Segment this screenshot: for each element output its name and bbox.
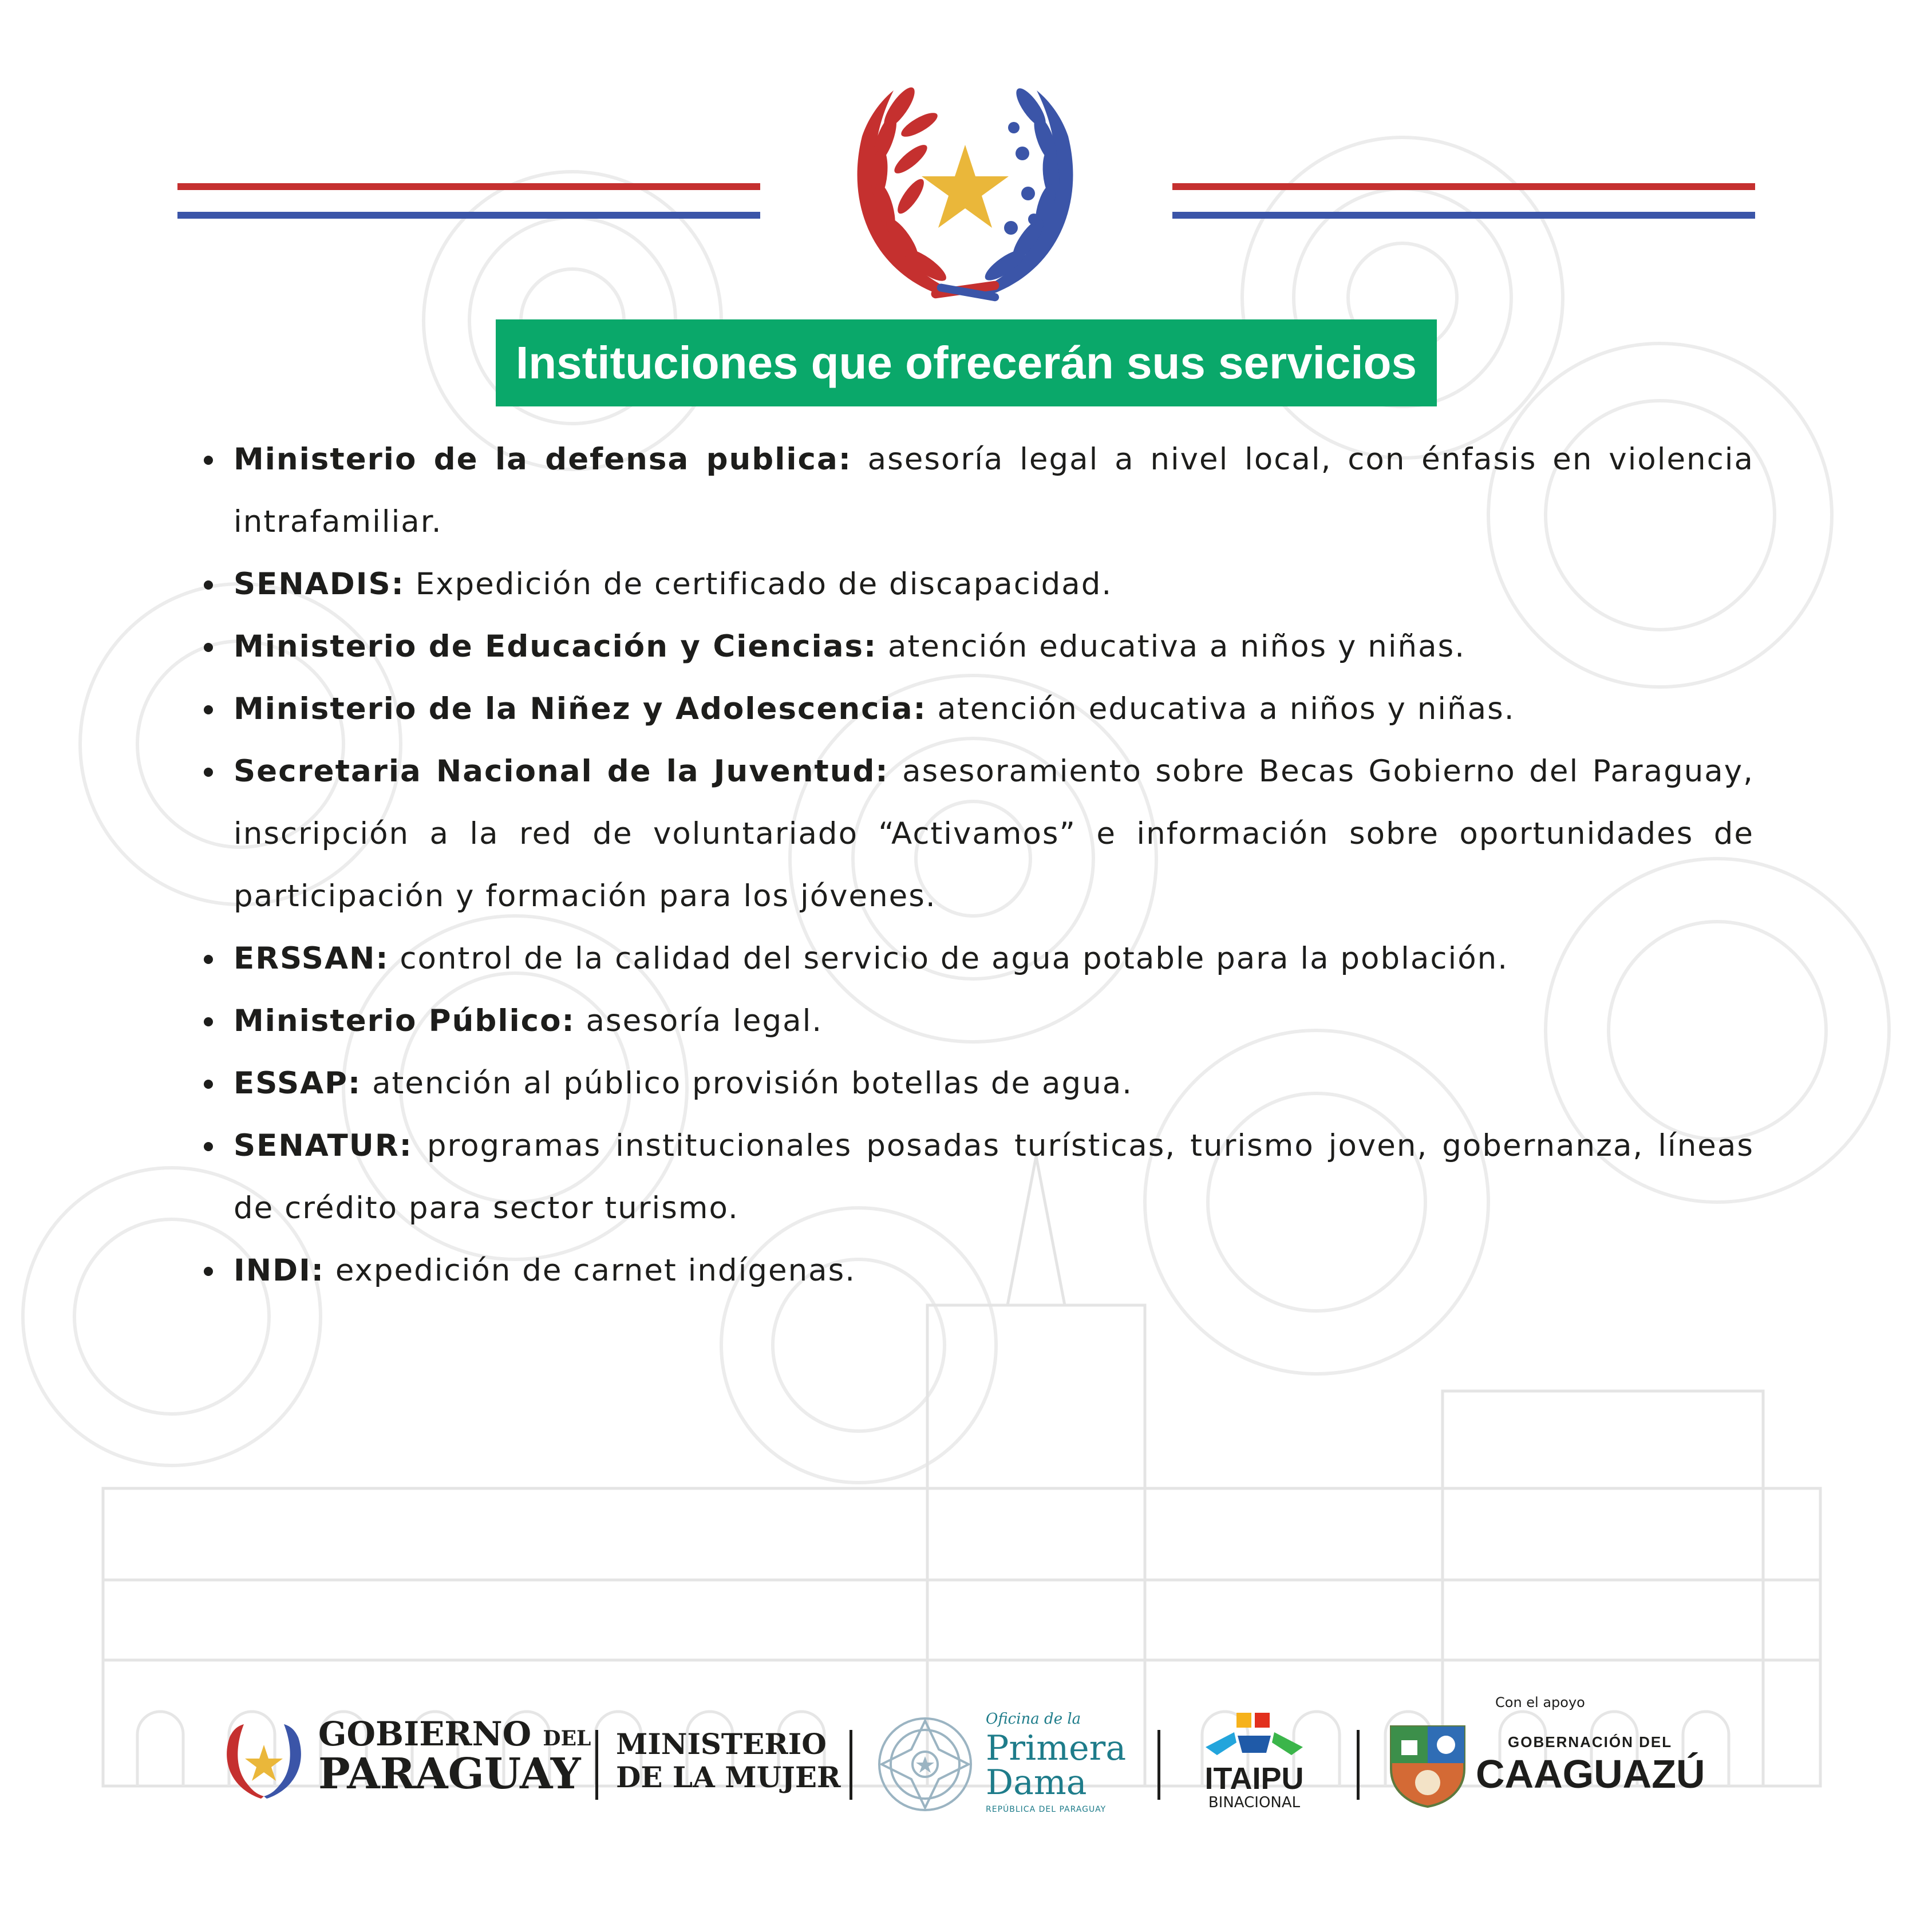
- institution-description: control de la calidad del servicio de agua potable para la población.: [389, 941, 1509, 976]
- logo-divider: [595, 1730, 598, 1800]
- footer-logos: [0, 1683, 1932, 1832]
- list-item: [234, 678, 1754, 740]
- caaguazu-line2: CAAGUAZÚ: [1476, 1752, 1705, 1796]
- primera-dama-small: Oficina de la: [986, 1710, 1081, 1728]
- list-item: [234, 990, 1754, 1052]
- institution-name: INDI:: [234, 1253, 325, 1288]
- support-label: Con el apoyo: [1495, 1694, 1585, 1710]
- caaguazu-shield-icon: [1388, 1723, 1468, 1808]
- gobierno-line2: PARAGUAY: [318, 1749, 581, 1799]
- gobierno-logo-text: [318, 1714, 591, 1799]
- list-item: [234, 1052, 1754, 1115]
- gobierno-line1: GOBIERNO: [318, 1714, 532, 1753]
- institution-name: Ministerio de Educación y Ciencias:: [234, 629, 878, 664]
- list-item: [234, 553, 1754, 615]
- primera-dama-logo-text: [986, 1712, 1126, 1814]
- list-item: [234, 428, 1754, 553]
- institution-name: Ministerio Público:: [234, 1003, 575, 1038]
- ministerio-mujer-logo: [616, 1728, 841, 1793]
- list-item: [234, 1115, 1754, 1239]
- institution-name: ERSSAN:: [234, 941, 389, 976]
- national-seal-icon: [839, 85, 1091, 308]
- list-item: [234, 740, 1754, 927]
- primera-dama-emblem-icon: [876, 1715, 974, 1814]
- star-icon: [922, 145, 1009, 228]
- caaguazu-logo-text: [1476, 1735, 1705, 1794]
- primera-dama-sub: REPÚBLICA DEL PARAGUAY: [986, 1805, 1107, 1814]
- institution-name: Ministerio de la Niñez y Adolescencia:: [234, 692, 927, 726]
- gobierno-seal-icon: [221, 1723, 307, 1803]
- flag-stripe-left-blue: [177, 212, 760, 219]
- institution-name: Secretaria Nacional de la Juventud:: [234, 754, 889, 789]
- institution-description: asesoría legal.: [575, 1003, 823, 1038]
- logo-divider: [1157, 1730, 1160, 1800]
- list-item: [234, 1239, 1754, 1302]
- flag-stripe-left-red: [177, 183, 760, 190]
- institution-description: programas institucionales posadas turísticas, turismo joven, gobernanza, líneas de crédito para sector turismo.: [234, 1128, 1754, 1226]
- itaipu-emblem-icon: [1200, 1713, 1309, 1765]
- logo-divider: [850, 1730, 852, 1800]
- itaipu-name: ITAIPU: [1204, 1761, 1304, 1796]
- ministerio-line1: MINISTERIO: [616, 1727, 827, 1761]
- caaguazu-line1: GOBERNACIÓN DEL: [1508, 1733, 1673, 1751]
- primera-dama-line2: Dama: [986, 1763, 1087, 1803]
- institutions-list: [234, 428, 1754, 1302]
- institution-description: expedición de carnet indígenas.: [325, 1253, 856, 1288]
- flag-stripe-right-red: [1172, 183, 1755, 190]
- institution-name: ESSAP:: [234, 1066, 362, 1101]
- page-title: Instituciones que ofrecerán sus servicios: [496, 319, 1437, 406]
- logo-divider: [1357, 1730, 1360, 1800]
- institution-description: atención educativa a niños y niñas.: [926, 692, 1515, 726]
- institution-name: SENATUR:: [234, 1128, 413, 1163]
- itaipu-sub: BINACIONAL: [1208, 1794, 1301, 1811]
- list-item: [234, 615, 1754, 678]
- institution-description: asesoría legal a nivel local, con énfasis en violencia intrafamiliar.: [234, 442, 1754, 539]
- flag-stripe-right-blue: [1172, 212, 1755, 219]
- institution-description: Expedición de certificado de discapacidad.: [404, 567, 1113, 602]
- institution-name: SENADIS:: [234, 567, 405, 602]
- itaipu-logo-text: [1194, 1763, 1314, 1810]
- institution-description: atención educativa a niños y niñas.: [877, 629, 1466, 664]
- institution-name: Ministerio de la defensa publica:: [234, 442, 852, 477]
- primera-dama-line1: Primera: [986, 1728, 1127, 1768]
- gobierno-del: DEL: [543, 1726, 591, 1751]
- institution-description: asesoramiento sobre Becas Gobierno del Paraguay, inscripción a la red de voluntariado “Activamos” e información sobre oportunidades de participación y formación para los jóvenes.: [234, 754, 1754, 914]
- ministerio-line2: DE LA MUJER: [616, 1760, 841, 1794]
- list-item: [234, 927, 1754, 990]
- institution-description: atención al público provisión botellas de agua.: [361, 1066, 1133, 1101]
